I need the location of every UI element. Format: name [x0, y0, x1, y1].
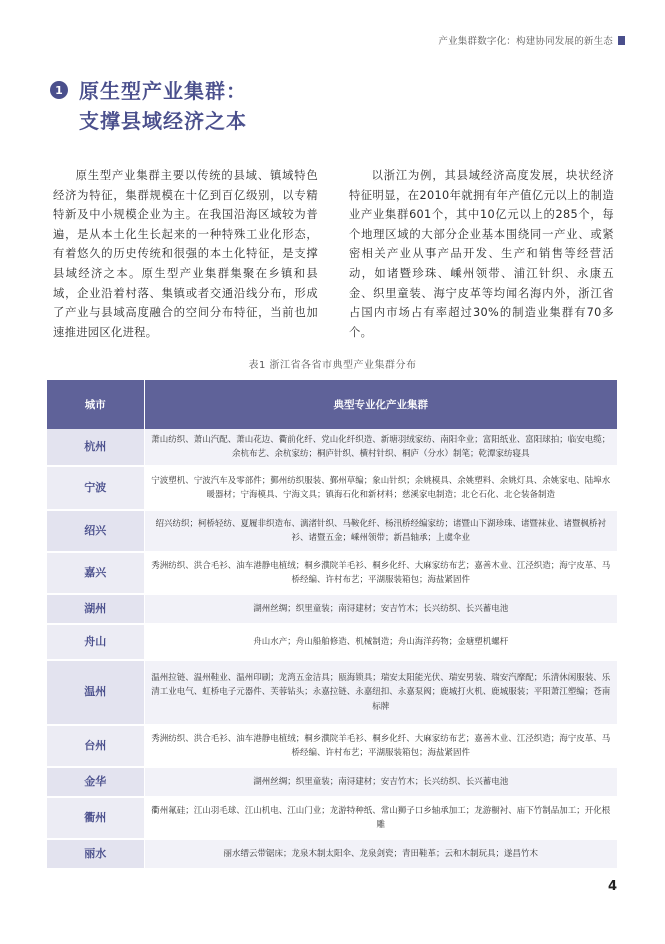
industries-cell: 湖州丝绸；织里童装；南浔建材；安吉竹木；长兴纺织、长兴蓄电池	[144, 594, 617, 624]
section-heading	[50, 78, 247, 134]
city-cell: 温州	[47, 660, 144, 725]
city-cell: 台州	[47, 725, 144, 767]
industries-cell: 宁波塑机、宁波汽车及零部件；鄞州纺织服装、鄞州草编；象山针织；余姚模具、余姚塑料、余姚灯具、余姚家电、陆埠水暖器材；宁海模具、宁海文具；镇海石化和新材料；慈溪家电制造；北仑石化、北仑装备制造	[144, 466, 617, 510]
city-cell: 绍兴	[47, 510, 144, 552]
header-industries: 典型专业化产业集群	[144, 380, 617, 429]
city-cell: 嘉兴	[47, 552, 144, 594]
table-row	[47, 510, 617, 552]
section-number-badge: 1	[50, 81, 68, 99]
section-title-line2: 支撑县域经济之本	[79, 109, 247, 133]
page-number: 4	[607, 879, 617, 894]
industries-cell: 舟山水产；舟山船舶修造、机械制造；舟山海洋药物；金塘塑机螺杆	[144, 624, 617, 660]
table-row	[47, 624, 617, 660]
city-cell: 宁波	[47, 466, 144, 510]
industries-cell: 秀洲纺织、洪合毛衫、油车港静电植绒；桐乡濮院羊毛衫、桐乡化纤、大麻家纺布艺；嘉善木业、江泾织造；海宁皮革、马桥经编、许村布艺；平湖服装箱包；海盐紧固件	[144, 552, 617, 594]
industries-cell: 温州拉链、温州鞋业、温州印刷；龙湾五金洁具；瓯海锁具；瑞安太阳能光伏、瑞安男装、瑞安汽摩配；乐清休闲服装、乐清工业电气、虹桥电子元器件、芙蓉钻头；永嘉拉链、永嘉纽扣、永嘉泵阀；鹿城打火机、鹿城服装；平阳萧江塑编；苍南标牌	[144, 660, 617, 725]
industries-cell: 衢州氟硅；江山羽毛球、江山机电、江山门业；龙游特种纸、常山狮子口乡轴承加工；龙游橱衬、庙下竹制品加工；开化根雕	[144, 797, 617, 839]
section-title-line1: 原生型产业集群：	[79, 79, 247, 103]
city-cell: 衢州	[47, 797, 144, 839]
header-city: 城市	[47, 380, 144, 429]
table-row	[47, 660, 617, 725]
table-row	[47, 767, 617, 797]
city-cell: 舟山	[47, 624, 144, 660]
table-row	[47, 466, 617, 510]
industries-cell: 萧山纺织、萧山汽配、萧山花边、衢前化纤、党山化纤织造、新塘羽绒家纺、南阳伞业；富阳纸业、富阳球拍；临安电缆；余杭布艺、余杭家纺；桐庐针织、横村针织、桐庐（分水）制笔；乾潭家纺寝具	[144, 429, 617, 466]
table-row	[47, 797, 617, 839]
industries-cell: 丽水缙云带锯床；龙泉木制太阳伞、龙泉剑瓷；青田鞋革；云和木制玩具；遂昌竹木	[144, 839, 617, 869]
city-cell: 杭州	[47, 429, 144, 466]
table-row	[47, 839, 617, 869]
header-title: 产业集群数字化：构建协同发展的新生态	[438, 36, 613, 47]
city-cell: 金华	[47, 767, 144, 797]
table-row	[47, 429, 617, 466]
page-header	[438, 33, 625, 47]
table-row	[47, 725, 617, 767]
header-square-icon	[618, 36, 625, 45]
table-row	[47, 552, 617, 594]
city-cell: 湖州	[47, 594, 144, 624]
table-caption: 表1 浙江省各省市典型产业集群分布	[248, 360, 417, 371]
city-cell: 丽水	[47, 839, 144, 869]
table-header-row	[47, 380, 617, 429]
paragraph-right: 以浙江为例，其县域经济高度发展，块状经济特征明显，在2010年就拥有年产值亿元以上的制造业产业集群601个，其中10亿元以上的285个，每个地理区域的大部分企业基本围绕同一产业、或紧密相关产业从事产品开发、生产和销售等经营活动，如诸暨珍珠、嵊州领带、浦江针织、永康五金、织里童装、海宁皮革等均闻名海内外，浙江省占国内市场占有率超过30%的制造业集群有70多个。	[349, 169, 614, 339]
industries-cell: 绍兴纺织；柯桥轻纺、夏履非织造布、漓渚针织、马鞍化纤、杨汛桥经编家纺；诸暨山下湖珍珠、诸暨袜业、诸暨枫桥衬衫、诸暨五金；嵊州领带；新昌轴承；上虞伞业	[144, 510, 617, 552]
table-row	[47, 594, 617, 624]
industries-cell: 秀洲纺织、洪合毛衫、油车港静电植绒；桐乡濮院羊毛衫、桐乡化纤、大麻家纺布艺；嘉善木业、江泾织造；海宁皮革、马桥经编、许村布艺；平湖服装箱包；海盐紧固件	[144, 725, 617, 767]
industry-cluster-table	[47, 380, 617, 870]
industries-cell: 湖州丝绸；织里童装；南浔建材；安吉竹木；长兴纺织、长兴蓄电池	[144, 767, 617, 797]
paragraph-left: 原生型产业集群主要以传统的县域、镇域特色经济为特征，集群规模在十亿到百亿级别，以专精特新及中小规模企业为主。在我国沿海区域较为普遍，是从本土化生长起来的一种特殊工业化形态，有着悠久的历史传统和很强的本土化特征，是支撑县域经济之本。原生型产业集群集聚在乡镇和县域，企业沿着村落、集镇或者交通沿线分布，形成了产业与县域高度融合的空间分布特征，当前也加速推进园区化进程。	[53, 169, 318, 339]
